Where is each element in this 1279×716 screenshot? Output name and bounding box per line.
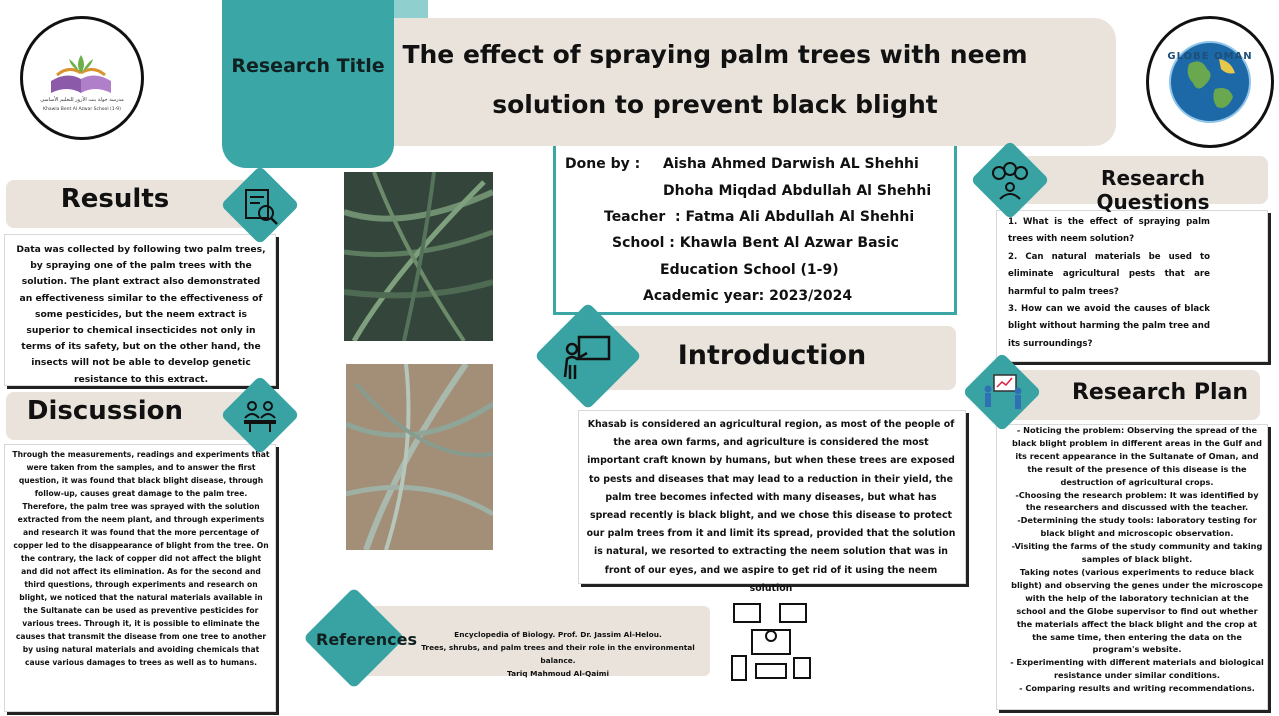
globe-oman-text: GLOBE OMAN [1167, 51, 1253, 62]
discussion-text: Through the measurements, readings and experiments that were taken from the samples, and to answer the first question, it was found that black blight disease, through follow-up, causes great damage to the palm tree. Therefore, the palm tree was sprayed with the solution extracted from the neem plant, and through experiments and research it was found that the more percentage of copper led to the disappearance of blight from the tree. On the contrary, the lack of copper did not affect the blight and did not affect its elimination. As for the second and third questions, through experiments and research on blight, we noticed that the natural materials available in the Sultanate can be used as preventive pesticides for various trees. Through it, it is possible to eliminate the causes that transmit the disease from one tree to another by using natural materials and avoiding chemicals that cause various damages to trees as well as to humans. [12, 450, 270, 667]
introduction-text: Khasab is considered an agricultural region, as most of the people of the area own farms, and agriculture is considered the most important craft known by humans, but when these trees are exposed to pests and diseases that may lead to a reduction in their yield, the palm tree becomes infected with many diseases, but what has spread recently is black blight, and we chose this disease to protect our palm trees from it and limit its spread, provided that the solution is natural, we resorted to extracting the neem solution that was in front of our eyes, and we aspire to get rid of it using the neem solution [586, 419, 956, 594]
school-logo-english: Khawla Bent Al Azwar School (1-9) [43, 107, 121, 112]
plan-item: -Determining the study tools: laboratory testing for black blight and microscopic observation. [1017, 515, 1257, 539]
school-line-1: School : Khawla Bent Al Azwar Basic [612, 235, 899, 251]
reference-3: Tariq Mahmoud Al-Qaimi [507, 669, 609, 678]
plan-title: Research Plan [1071, 380, 1249, 405]
reference-1: Encyclopedia of Biology. Prof. Dr. Jassim Al-Helou. [454, 630, 662, 639]
meeting-icon [236, 392, 284, 440]
author-2: Dhoha Miqdad Abdullah Al Shehhi [663, 183, 932, 199]
question-3: 3. How can we avoid the causes of black blight without harming the palm tree and its surroundings? [1008, 304, 1210, 349]
book-logo-icon [23, 19, 141, 137]
plan-item: -Visiting the farms of the study community and taking samples of black blight. [1011, 541, 1263, 565]
questions-people-icon [986, 157, 1034, 205]
plan-item: Taking notes (various experiments to reduce black blight) and observing the genes under the microscope with the help of the laboratory technician at the school and the Globe supervisor to find out whether the materials affect the black blight and the crop at the same time, then entering the data on the program's website. [1011, 566, 1263, 655]
results-text: Data was collected by following two palm trees, by spraying one of the palm trees with the solution. The plant extract also demonstrated an effectiveness similar to the effectiveness of some pesticides, but the neem extract is superior to chemical insecticides not only in terms of its safety, but on the other hand, the insects will not be able to develop genetic resistance to this extract. [16, 244, 266, 385]
plan-item: -Choosing the research problem: It was identified by the researchers and discussed with the teacher. [1015, 489, 1259, 513]
plan-board-icon [978, 369, 1026, 417]
report-icon [236, 182, 284, 230]
discussion-title: Discussion [26, 396, 184, 426]
references-title: References [316, 630, 417, 649]
question-1: 1. What is the effect of spraying palm trees with neem solution? [1008, 217, 1210, 245]
presentation-icon [556, 324, 620, 388]
academic-year: Academic year: 2023/2024 [643, 288, 853, 304]
online-learning-icon [726, 598, 816, 688]
page-title-line2: solution to prevent black blight [492, 90, 938, 119]
questions-list [1008, 214, 1210, 353]
teacher-line: Teacher : Fatma Ali Abdullah Al Shehhi [604, 209, 915, 225]
plan-item: - Experimenting with different materials and biological resistance under similar conditions. [1010, 657, 1264, 681]
globe-oman-logo [1146, 16, 1274, 148]
reference-2: Trees, shrubs, and palm trees and their role in the environmental balance. [421, 643, 695, 665]
author-1: Aisha Ahmed Darwish AL Shehhi [663, 156, 919, 172]
done-by-label: Done by : [565, 156, 641, 172]
results-title: Results [60, 184, 170, 214]
question-2: 2. Can natural materials be used to eliminate agricultural pests that are harmful to palm trees? [1008, 251, 1210, 297]
research-title-label: Research Title [231, 55, 385, 77]
school-logo [20, 16, 144, 140]
page-title-line1: The effect of spraying palm trees with neem [402, 40, 1028, 69]
plan-item: - Comparing results and writing recommendations. [1019, 683, 1255, 694]
questions-title: Research Questions [1096, 166, 1210, 214]
title-label-accent [394, 0, 428, 18]
school-line-2: Education School (1-9) [660, 262, 839, 278]
plan-list [1010, 424, 1264, 695]
references-list [410, 628, 706, 680]
introduction-title: Introduction [677, 340, 867, 371]
plan-item: - Noticing the problem: Observing the spread of the black blight problem in different areas in the Gulf and its recent appearance in the Sultanate of Oman, and the result of the presence of this disease is the destruction of agricultural crops. [1012, 425, 1262, 487]
palm-photo-bottom [346, 364, 493, 550]
globe-icon [1149, 19, 1271, 145]
page-title [330, 30, 1100, 130]
palm-photo-top [344, 172, 493, 341]
school-logo-arabic: مدرسة خولة بنت الأزور للتعليم الأساسي [40, 97, 124, 103]
